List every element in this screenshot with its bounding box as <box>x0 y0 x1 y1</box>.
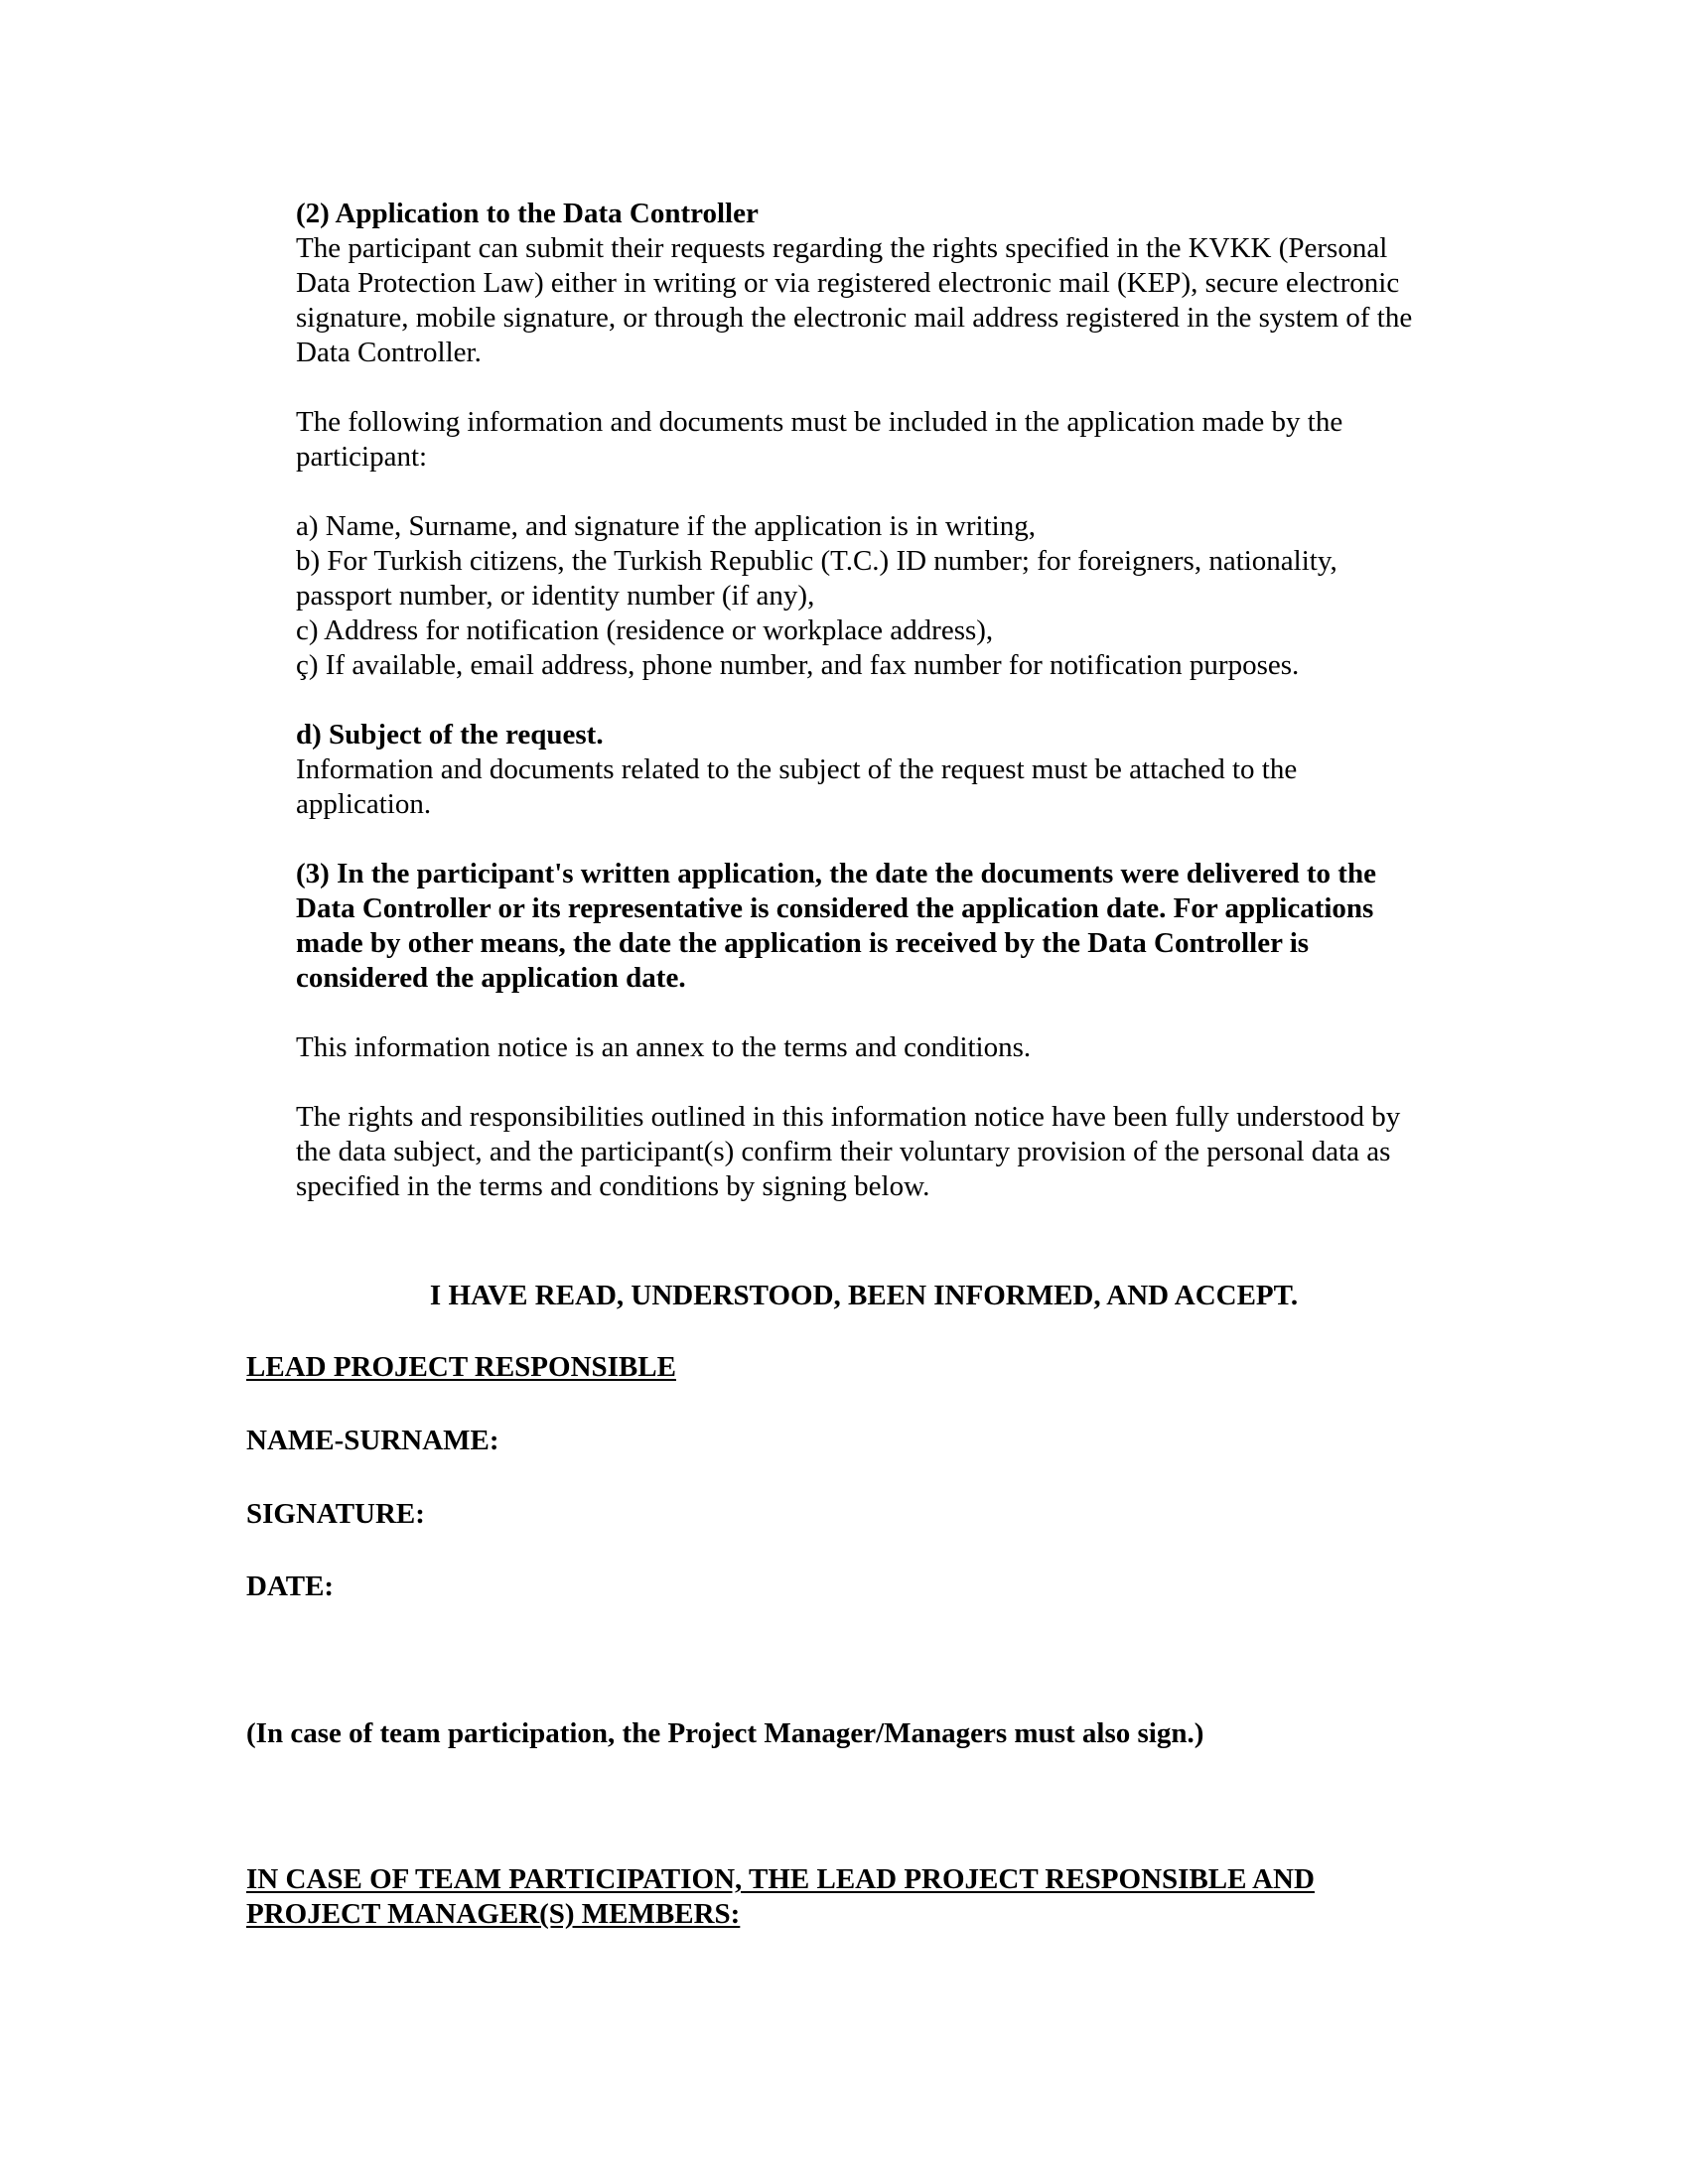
section-3-line: considered the application date. <box>296 962 686 994</box>
team-members-heading <box>246 1862 1487 1932</box>
date-label <box>246 1570 1487 1604</box>
section-3-line: Data Controller or its representative is considered the application date. For applications <box>296 892 1374 924</box>
required-items-list <box>296 509 1487 683</box>
signature-label-text: SIGNATURE: <box>246 1498 425 1530</box>
item-d-line: application. <box>296 788 432 820</box>
list-item: a) Name, Surname, and signature if the application is in writing, <box>296 510 1036 542</box>
confirmation-line: specified in the terms and conditions by signing below. <box>296 1170 930 1202</box>
section-2-line: Data Protection Law) either in writing or via registered electronic mail (KEP), secure electronic <box>296 267 1400 299</box>
list-item: ç) If available, email address, phone number, and fax number for notification purposes. <box>296 649 1300 681</box>
confirmation-line: The rights and responsibilities outlined in this information notice have been fully understood by <box>296 1101 1401 1133</box>
annex-note-text: This information notice is an annex to the terms and conditions. <box>296 1031 1032 1063</box>
section-2-line: The participant can submit their requests regarding the rights specified in the KVKK (Personal <box>296 232 1388 264</box>
item-d <box>296 718 1487 822</box>
section-3-line: (3) In the participant's written application, the date the documents were delivered to the <box>296 858 1376 889</box>
signature-block-title-text: LEAD PROJECT RESPONSIBLE <box>246 1351 676 1383</box>
acceptance-statement: I HAVE READ, UNDERSTOOD, BEEN INFORMED, AND ACCEPT. <box>429 1280 1299 1311</box>
list-item: c) Address for notification (residence or workplace address), <box>296 614 994 646</box>
section-2-line: signature, mobile signature, or through the electronic mail address registered in the system of the <box>296 302 1413 334</box>
team-members-heading-line: PROJECT MANAGER(S) MEMBERS: <box>246 1898 741 1930</box>
section-3-line: made by other means, the date the application is received by the Data Controller is <box>296 927 1310 959</box>
annex-note <box>296 1030 1487 1065</box>
team-participation-note-text: (In case of team participation, the Project Manager/Managers must also sign.) <box>246 1717 1204 1749</box>
section-2-line: Data Controller. <box>296 337 482 368</box>
signature-block-title <box>246 1350 1487 1385</box>
list-item: b) For Turkish citizens, the Turkish Republic (T.C.) ID number; for foreigners, nationality, <box>296 545 1337 577</box>
list-item: passport number, or identity number (if any), <box>296 580 815 612</box>
required-info-paragraph <box>296 405 1487 475</box>
team-members-heading-line: IN CASE OF TEAM PARTICIPATION, THE LEAD PROJECT RESPONSIBLE AND <box>246 1863 1315 1895</box>
item-d-heading: d) Subject of the request. <box>296 719 604 751</box>
item-d-line: Information and documents related to the subject of the request must be attached to the <box>296 753 1298 785</box>
confirmation-line: the data subject, and the participant(s) confirm their voluntary provision of the personal data as <box>296 1136 1391 1167</box>
name-surname-label-text: NAME-SURNAME: <box>246 1425 499 1456</box>
section-2 <box>296 197 1487 370</box>
signature-label <box>246 1497 1487 1532</box>
required-info-line: participant: <box>296 441 428 473</box>
team-participation-note <box>246 1716 1487 1751</box>
date-label-text: DATE: <box>246 1570 335 1602</box>
name-surname-label <box>246 1424 1487 1458</box>
required-info-line: The following information and documents must be included in the application made by the <box>296 406 1343 438</box>
section-2-heading: (2) Application to the Data Controller <box>296 198 759 229</box>
confirmation-paragraph <box>296 1100 1487 1204</box>
section-3 <box>296 857 1487 996</box>
